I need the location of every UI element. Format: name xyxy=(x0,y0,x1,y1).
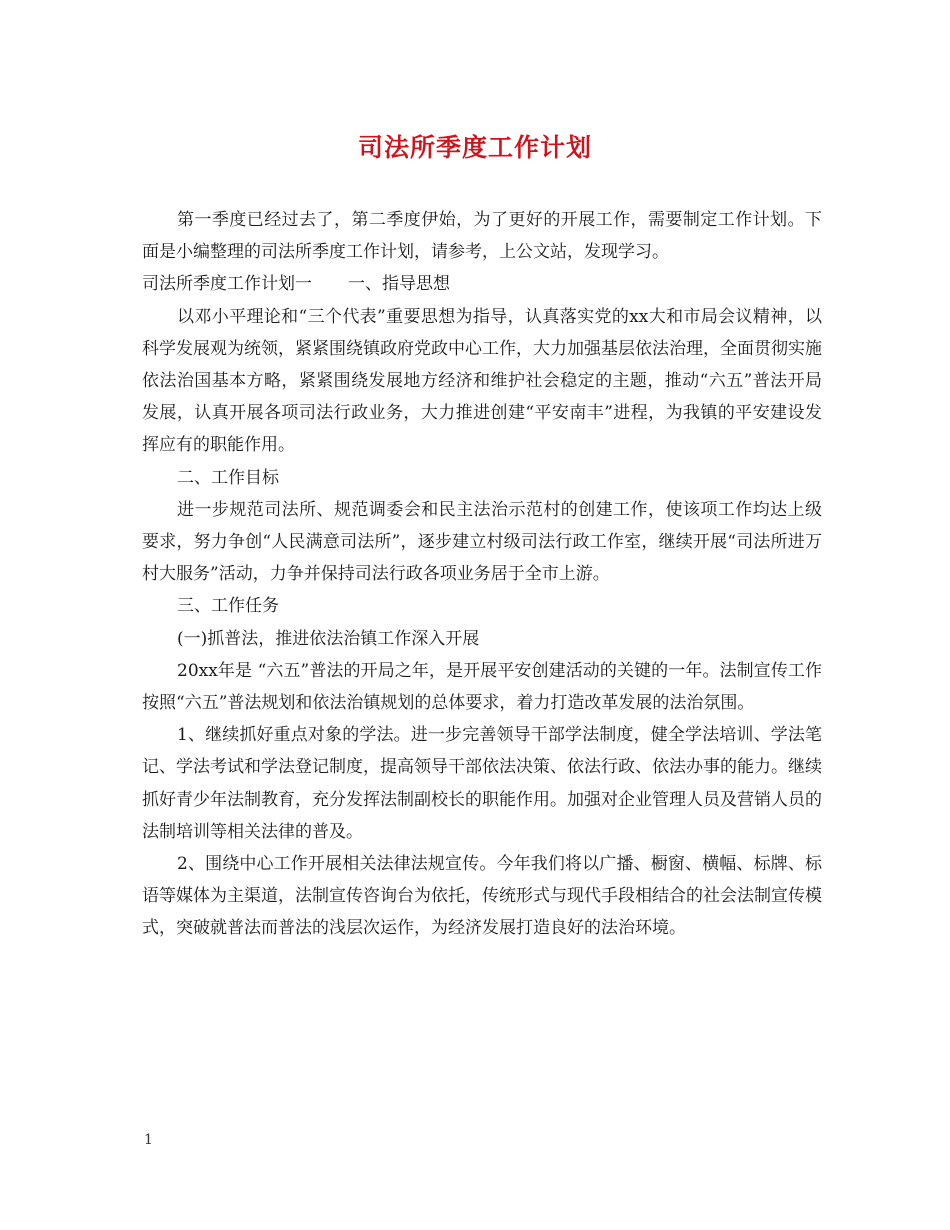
plan-heading-line xyxy=(142,268,822,300)
document-title: 司法所季度工作计划 xyxy=(357,133,592,162)
plan-label: 司法所季度工作计划一 xyxy=(142,274,312,295)
task1-paragraph: 20xx年是 “六五”普法的开局之年，是开展平安创建活动的关键的一年。法制宣传工作按照“六五”普法规划和依法治镇规划的总体要求，着力打造改革发展的法治氛围。 xyxy=(142,660,822,714)
section2-heading: 二、工作目标 xyxy=(177,467,279,488)
section1-heading: 一、指导思想 xyxy=(348,274,450,295)
document-body xyxy=(142,204,822,945)
item1-paragraph: 1、继续抓好重点对象的学法。进一步完善领导干部学法制度，健全学法培训、学法笔记、学法考试和学法登记制度，提高领导干部依法决策、依法行政、依法办事的能力。继续抓好青少年法制教育，充分发挥法制副校长的职能作用。加强对企业管理人员及营销人员的法制培训等相关法律的普及。 xyxy=(142,725,822,842)
task1-heading: (一)抓普法，推进依法治镇工作深入开展 xyxy=(177,628,480,649)
section2-paragraph: 进一步规范司法所、规范调委会和民主法治示范村的创建工作，使该项工作均达上级要求，努力争创“人民满意司法所”，逐步建立村级司法行政工作室，继续开展“司法所进万村大服务”活动，力争并保持司法行政各项业务居于全市上游。 xyxy=(142,499,822,585)
section3-heading: 三、工作任务 xyxy=(177,596,279,617)
item2-paragraph: 2、围绕中心工作开展相关法律法规宣传。今年我们将以广播、橱窗、横幅、标牌、标语等媒体为主渠道，法制宣传咨询台为依托，传统形式与现代手段相结合的社会法制宣传模式，突破就普法而普法的浅层次运作，为经济发展打造良好的法治环境。 xyxy=(142,854,822,939)
intro-paragraph: 第一季度已经过去了，第二季度伊始，为了更好的开展工作，需要制定工作计划。下面是小编整理的司法所季度工作计划，请参考，上公文站，发现学习。 xyxy=(142,210,822,263)
section1-paragraph: 以邓小平理论和“三个代表”重要思想为指导，认真落实党的xx大和市局会议精神，以科学发展观为统领，紧紧围绕镇政府党政中心工作，大力加强基层依法治理，全面贯彻实施依法治国基本方略，紧紧围绕发展地方经济和维护社会稳定的主题，推动“六五”普法开局发展，认真开展各项司法行政业务，大力推进创建“平安南丰”进程，为我镇的平安建设发挥应有的职能作用。 xyxy=(142,306,822,456)
page-number: 1 xyxy=(144,1132,153,1148)
